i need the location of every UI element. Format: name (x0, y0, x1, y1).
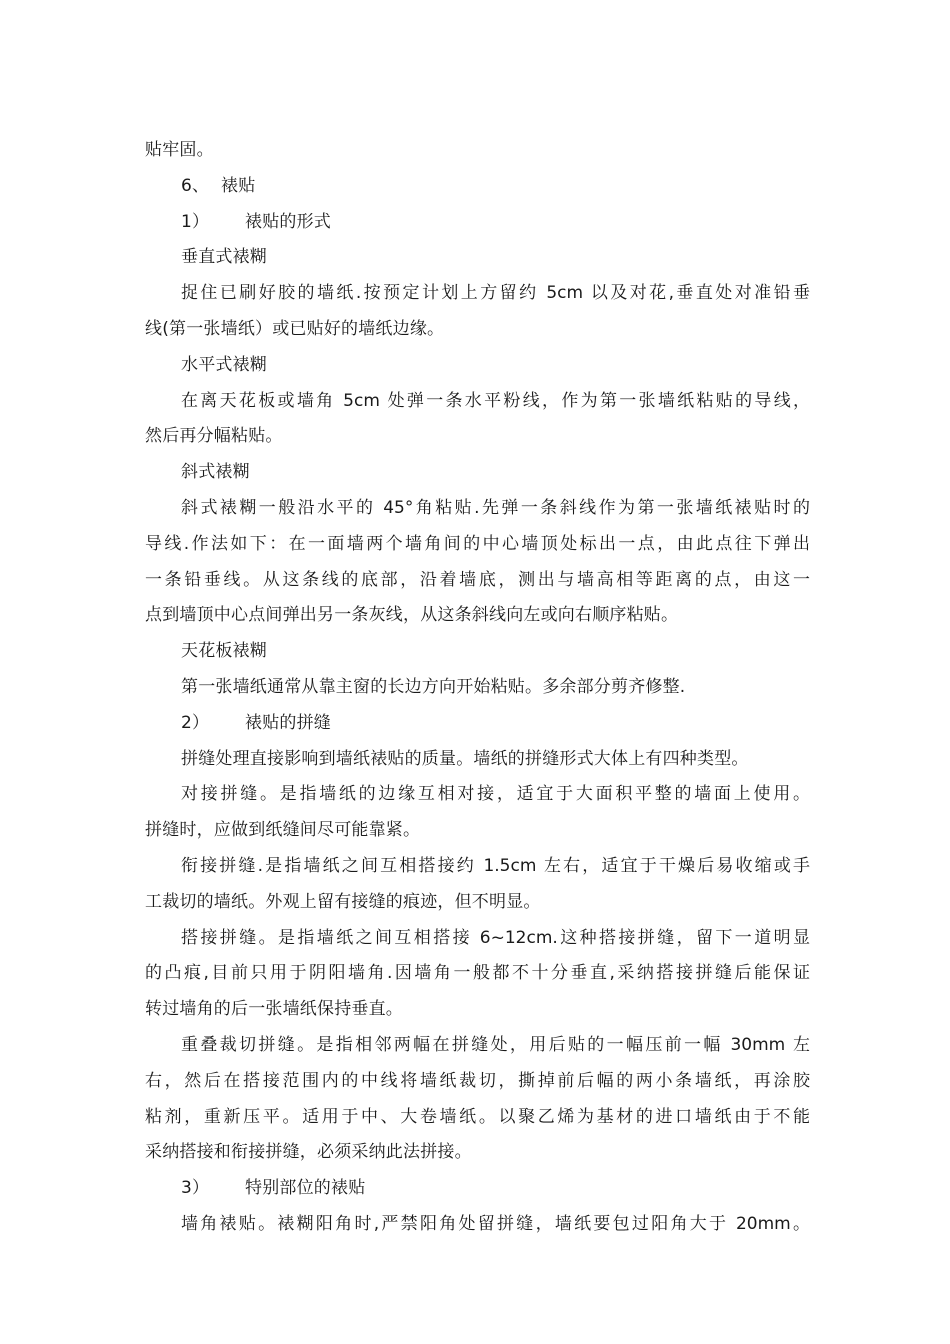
paragraph-line: 捉住已刷好胶的墙纸.按预定计划上方留约 5cm 以及对花,垂直处对准铅垂 (181, 283, 810, 304)
item-title: 垂直式裱糊 (181, 247, 267, 268)
item-title: 水平式裱糊 (181, 354, 267, 375)
paragraph-line: 右，然后在搭接范围内的中线将墙纸裁切，撕掉前后幅的两小条墙纸，再涂胶 (145, 1070, 810, 1091)
paragraph-line: 粘剂，重新压平。适用于中、大卷墙纸。以聚乙烯为基材的进口墙纸由于不能 (145, 1106, 810, 1127)
heading-text: 裱贴 (221, 175, 256, 196)
paragraph-line: 墙角裱贴。裱糊阳角时,严禁阳角处留拼缝，墙纸要包过阳角大于 20mm。 (181, 1213, 810, 1234)
paragraph-line: 贴牢固。 (145, 140, 214, 160)
paragraph-line: 斜式裱糊一般沿水平的 45°角粘贴.先弹一条斜线作为第一张墙纸裱贴时的 (181, 497, 810, 518)
paragraph-line: 第一张墙纸通常从靠主窗的长边方向开始粘贴。多余部分剪齐修整. (181, 676, 686, 697)
paragraph-line: 搭接拼缝。是指墙纸之间互相搭接 6~12cm.这种搭接拼缝，留下一道明显 (181, 927, 810, 948)
paragraph-line: 采纳搭接和衔接拼缝，必须采纳此法拼接。 (145, 1142, 472, 1163)
paragraph-line: 对接拼缝。是指墙纸的边缘互相对接，适宜于大面积平整的墙面上使用。 (181, 784, 810, 805)
paragraph-line: 线(第一张墙纸）或已贴好的墙纸边缘。 (145, 318, 445, 339)
heading-number: 3） (181, 1178, 210, 1199)
subsection-heading-2 (145, 706, 810, 742)
paragraph-line: 的凸痕,目前只用于阴阳墙角.因墙角一般都不十分垂直,采纳搭接拼缝后能保证 (145, 963, 810, 984)
heading-number: 1） (181, 211, 210, 232)
paragraph-line: 然后再分幅粘贴。 (145, 426, 283, 447)
paragraph-line: 一条铅垂线。从这条线的底部，沿着墙底，测出与墙高相等距离的点，由这一 (145, 569, 810, 590)
heading-number: 2） (181, 712, 210, 733)
paragraph-line: 工裁切的墙纸。外观上留有接缝的痕迹，但不明显。 (145, 891, 541, 912)
paragraph-line: 导线.作法如下：在一面墙两个墙角间的中心墙顶处标出一点，由此点往下弹出 (145, 533, 810, 554)
item-title: 斜式裱糊 (181, 462, 250, 483)
paragraph-line: 转过墙角的后一张墙纸保持垂直。 (145, 999, 403, 1020)
subsection-heading-3 (145, 1171, 810, 1207)
paragraph-line: 衔接拼缝.是指墙纸之间互相搭接约 1.5cm 左右，适宜于干燥后易收缩或手 (181, 855, 810, 876)
paragraph-line: 重叠裁切拼缝。是指相邻两幅在拼缝处，用后贴的一幅压前一幅 30mm 左 (181, 1034, 810, 1055)
paragraph-line: 点到墙顶中心点间弹出另一条灰线，从这条斜线向左或向右顺序粘贴。 (145, 605, 679, 626)
paragraph-line: 拼缝时，应做到纸缝间尽可能靠紧。 (145, 820, 421, 841)
heading-text: 特别部位的裱贴 (245, 1178, 366, 1199)
subsection-heading-1 (145, 205, 810, 241)
heading-number: 6、 (181, 175, 210, 196)
paragraph-line: 在离天花板或墙角 5cm 处弹一条水平粉线，作为第一张墙纸粘贴的导线， (181, 390, 810, 411)
heading-text: 裱贴的拼缝 (245, 712, 331, 733)
paragraph-line: 拼缝处理直接影响到墙纸裱贴的质量。墙纸的拼缝形式大体上有四种类型。 (181, 748, 749, 769)
item-title: 天花板裱糊 (181, 641, 267, 662)
heading-text: 裱贴的形式 (245, 211, 331, 232)
section-heading-6 (145, 169, 810, 205)
